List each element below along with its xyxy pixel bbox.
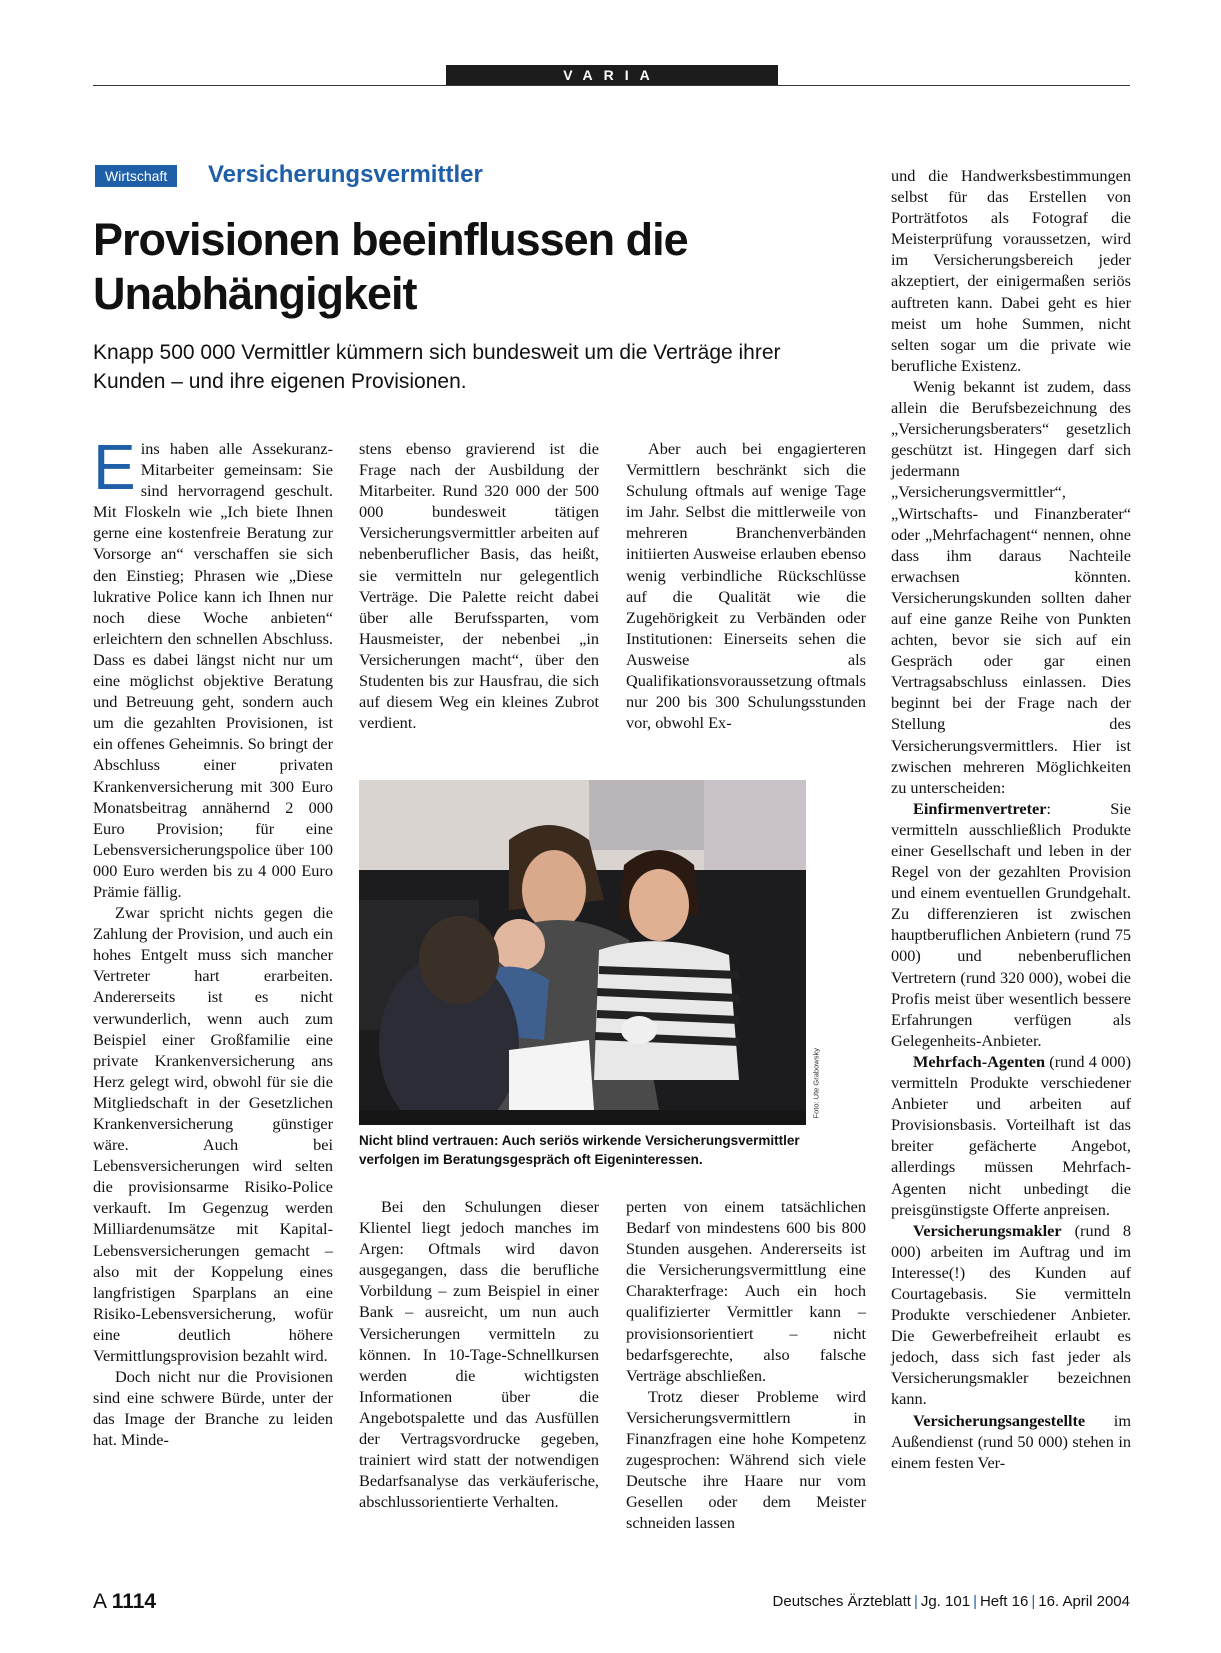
paragraph: Trotz dieser Probleme wird Versicherungsvermittlern in Finanzfragen eine hohe Kompetenz zugesprochen: Während sich viele Deutsche ihre Haare nur vom Gesellen oder dem Meister schneiden lassen: [626, 1386, 866, 1533]
photo-caption: Nicht blind vertrauen: Auch seriös wirkende Versicherungsvermittler verfolgen im Beratungsgespräch oft Eigeninteressen.: [359, 1133, 800, 1167]
section-banner: VARIA: [446, 65, 778, 85]
text-column-3: [626, 438, 866, 733]
text-column-2: [359, 438, 599, 733]
journal-volume: Jg. 101: [920, 1593, 971, 1610]
article-title: Provisionen beeinflussen die Unabhängigkeit: [93, 214, 688, 319]
article-photo: [359, 780, 806, 1125]
paragraph: Versicherungsangestellte im Außendienst (rund 50 000) stehen in einem festen Ver-: [891, 1410, 1131, 1472]
term-label: Versicherungsangestellte: [913, 1410, 1086, 1430]
journal-date: 16. April 2004: [1038, 1593, 1130, 1610]
journal-info: Deutsches Ärzteblatt | Jg. 101 | Heft 16 | 16. April 2004: [772, 1593, 1130, 1610]
paragraph: Doch nicht nur die Provisionen sind eine schwere Bürde, unter der das Image der Branche zu leiden hat. Minde-: [93, 1367, 333, 1450]
photo-credit: Foto: Ute Grabowsky: [811, 1048, 821, 1119]
article-kicker: Versicherungsvermittler: [208, 161, 483, 188]
drop-cap: E: [93, 431, 136, 503]
text-column-4: [891, 165, 1131, 1473]
paragraph: Eins haben alle Assekuranz-Mitarbeiter gemeinsam: Sie sind hervorragend geschult. Mit Floskeln wie „Ich biete Ihnen gerne eine kostenfreie Beratung zur Vorsorge an“ verschaffen sie sich den Einstieg; Phrasen wie „Diese lukrative Police kann ich Ihnen nur noch diese Woche anbieten“ erleichtern den schnellen Abschluss. Dass es dabei längst nicht nur um eine möglichst objektive Beratung und Betreuung geht, sondern auch um die gezahlten Provisionen, ist ein offenes Geheimnis. So bringt der Abschluss einer privaten Krankenversicherung mit 300 Euro Monatsbeitrag annähernd 2 000 Euro Provision; für eine Lebensversicherungspolice über 100 000 Euro werden bis zu 4 000 Euro Prämie fällig.: [93, 431, 333, 901]
text-column-2-lower: [359, 1196, 599, 1512]
paragraph: Zwar spricht nichts gegen die Zahlung der Provision, und auch ein hohes Entgelt muss sich mancher Vertreter hart erarbeiten. Andererseits ist es nicht verwunderlich, wenn auch zum Beispiel einer Großfamilie eine private Krankenversicherung ans Herz gelegt wird, obwohl für sie die Mitgliedschaft in der Gesetzlichen Krankenversicherung günstiger wäre. Auch bei Lebensversicherungen wird selten die provisionsarme Risiko-Police verkauft. Im Gegenzug werden Milliardenumsätze mit Kapital-Lebensversicherungen gemacht – also mit der Koppelung eines langfristigen Sparplans an eine Risiko-Lebensversicherung, wofür eine deutlich höhere Vermittlungsprovision bezahlt wird.: [93, 903, 333, 1366]
journal-issue: Heft 16: [979, 1593, 1029, 1610]
paragraph: Aber auch bei engagierteren Vermittlern beschränkt sich die Schulung oftmals auf wenige Tage im Jahr. Selbst die mittlerweile von mehreren Branchenverbänden initiierten Ausweise erlauben ebenso wenig verbindliche Rückschlüsse auf die Qualität wie die Zugehörigkeit zu Verbänden oder Institutionen: Einerseits sehen die Ausweise als Qualifikationsvoraussetzung oftmals nur 200 bis 300 Schulungsstunden vor, obwohl Ex-: [626, 439, 866, 733]
paragraph: Einfirmenvertreter: Sie vermitteln ausschließlich Produkte einer Gesellschaft und leben in der Regel von der gezahlten Provision und einem eventuellen Grundgehalt. Zu differenzieren ist zwischen hauptberuflichen Anbietern (rund 75 000) und nebenberuflichen Vertretern (rund 320 000), wobei die Profis meist über wesentlich bessere Erfahrungen verfügen als Gelegenheits-Anbieter.: [891, 798, 1131, 1050]
page-number: A 1114: [93, 1590, 157, 1613]
category-tag: Wirtschaft: [95, 165, 177, 187]
paragraph: perten von einem tatsächlichen Bedarf von mindestens 600 bis 800 Stunden ausgehen. Andererseits ist die Versicherungsvermittlung eine Charakterfrage: Auch ein hoch qualifizierter Vermittler kann – provisionsorientiert – nicht bedarfsgerechte, also falsche Verträge abschließen.: [626, 1197, 866, 1385]
journal-name: Deutsches Ärzteblatt: [772, 1593, 911, 1610]
term-label: Einfirmenvertreter: [913, 798, 1047, 818]
paragraph: Wenig bekannt ist zudem, dass allein die Berufsbezeichnung des „Versicherungsberaters“ gesetzlich geschützt ist. Hingegen darf sich jedermann „Versicherungsvermittler“, „Wirtschafts- und Finanzberater“ oder „Mehrfachagent“ nennen, ohne dass ihm daraus Nachteile erwachsen könnten. Versicherungskunden sollten daher auf eine ganze Reihe von Punkten achten, bevor sie sich auf ein Gespräch oder gar einen Vertragsabschluss einlassen. Dies beginnt bei der Frage nach der Stellung des Versicherungsvermittlers. Hier ist zwischen mehreren Möglichkeiten zu unterscheiden:: [891, 376, 1131, 797]
term-label: Mehrfach-Agenten: [913, 1051, 1046, 1071]
header-rule: [93, 85, 1130, 86]
text-column-1: [93, 431, 333, 1451]
paragraph: Versicherungsmakler (rund 8 000) arbeiten im Auftrag und im Interesse(!) des Kunden auf Courtagebasis. Sie vermitteln Produkte verschiedener Anbieter. Die Gewerbefreiheit erlaubt es jedoch, dass sich fast jeder als Versicherungsmakler bezeichnen kann.: [891, 1220, 1131, 1409]
paragraph: Mehrfach-Agenten (rund 4 000) vermitteln Produkte verschiedener Anbieter und arbeiten auf Provisionsbasis. Vorteilhaft ist das breiter gefächerte Angebot, allerdings müssen Mehrfach-Agenten nicht unbedingt die preisgünstigste Offerte anpreisen.: [891, 1051, 1131, 1219]
article-subtitle: Knapp 500 000 Vermittler kümmern sich bundesweit um die Verträge ihrer Kunden – und ihre eigenen Provisionen.: [93, 341, 781, 393]
paragraph: Bei den Schulungen dieser Klientel liegt jedoch manches im Argen: Oftmals wird davon ausgegangen, dass die berufliche Vorbildung – zum Beispiel in einer Bank – ausreicht, um nun auch Versicherungen vermitteln zu können. In 10-Tage-Schnellkursen werden die wichtigsten Informationen über die Angebotspalette und das Ausfüllen der Vertragsvordrucke gegeben, trainiert wird statt der notwendigen Bedarfsanalyse das verkäuferische, abschlussorientierte Verhalten.: [359, 1197, 599, 1512]
term-label: Versicherungsmakler: [913, 1220, 1062, 1240]
text-column-3-lower: [626, 1196, 866, 1534]
paragraph: und die Handwerksbestimmungen selbst für das Erstellen von Porträtfotos als Fotograf die Meisterprüfung voraussetzen, wird im Versicherungsbereich jeder akzeptiert, der einigermaßen seriös auftreten kann. Dabei geht es hier meist um hohe Summen, nicht selten sogar um die private wie berufliche Existenz.: [891, 166, 1131, 375]
paragraph: stens ebenso gravierend ist die Frage nach der Ausbildung der Mitarbeiter. Rund 320 000 der 500 000 bundesweit tätigen Versicherungsvermittler arbeiten auf nebenberuflicher Basis, das heißt, sie vermitteln nur gelegentlich Verträge. Die Palette reicht dabei über alle Berufssparten, vom Hausmeister, der nebenbei „in Versicherungen macht“, über den Studenten bis zur Hausfrau, die sich auf diesem Weg ein kleines Zubrot verdient.: [359, 439, 599, 733]
